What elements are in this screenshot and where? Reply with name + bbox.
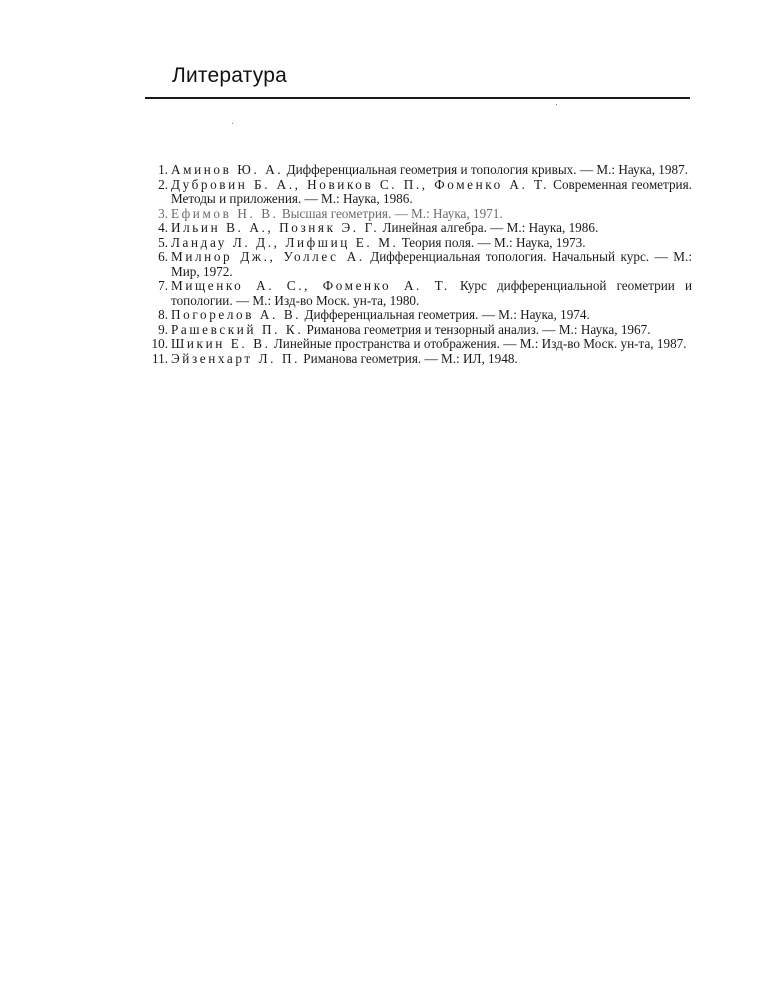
page-title: Литература — [172, 64, 287, 87]
reference-number: 7. — [158, 278, 168, 293]
reference-author: Шикин Е. В. — [171, 336, 271, 351]
reference-item — [140, 207, 692, 222]
reference-body — [171, 250, 692, 279]
reference-body — [171, 221, 692, 236]
reference-item — [140, 178, 692, 207]
reference-number: 1. — [158, 162, 168, 177]
reference-author: Аминов Ю. А. — [171, 162, 284, 177]
reference-item — [140, 279, 692, 308]
reference-author: Дубровин Б. А., Новиков С. П., Фоменко А. Т. — [171, 176, 550, 192]
reference-author: Ефимов Н. В. — [171, 205, 279, 221]
reference-item — [140, 337, 692, 352]
scan-speck — [232, 123, 233, 124]
reference-author: Эйзенхарт Л. П. — [171, 350, 300, 366]
reference-body — [171, 178, 692, 207]
scan-speck — [556, 104, 557, 105]
reference-text: Дифференциальная геометрия. — М.: Наука, 1974. — [301, 307, 590, 322]
reference-item — [140, 163, 692, 178]
reference-item — [140, 221, 692, 236]
reference-author: Погорелов А. В. — [171, 307, 302, 322]
reference-number: 8. — [158, 307, 168, 322]
reference-text: Современная геометрия. Методы и приложения. — М.: Наука, 1986. — [171, 176, 692, 206]
reference-author: Милнор Дж., Уоллес А. — [171, 249, 365, 264]
reference-item — [140, 323, 692, 338]
reference-author: Ландау Л. Д., Лифшиц Е. М. — [171, 234, 399, 250]
reference-item — [140, 308, 692, 323]
reference-text: Линейные пространства и отображения. — М.: Изд-во Моск. ун-та, 1987. — [270, 336, 687, 351]
reference-body — [171, 236, 692, 251]
reference-author: Ильин В. А., Позняк Э. Г. — [171, 220, 380, 235]
reference-number: 10. — [151, 336, 168, 351]
reference-body — [171, 279, 692, 308]
reference-item — [140, 236, 692, 251]
title-rule — [145, 97, 690, 99]
reference-text: Высшая геометрия. — М.: Наука, 1971. — [278, 205, 503, 221]
reference-text: Дифференциальная топология. Начальный курс. — М.: Мир, 1972. — [171, 249, 692, 279]
reference-body — [171, 308, 692, 323]
reference-text: Риманова геометрия. — М.: ИЛ, 1948. — [300, 350, 518, 366]
reference-body — [171, 163, 692, 178]
reference-text: Курс дифференциальной геометрии и топологии. — М.: Изд-во Моск. ун-та, 1980. — [171, 278, 692, 308]
reference-author: Мищенко А. С., Фоменко А. Т. — [171, 278, 450, 293]
reference-item — [140, 250, 692, 279]
reference-text: Риманова геометрия и тензорный анализ. — М.: Наука, 1967. — [303, 321, 651, 337]
reference-body — [171, 337, 692, 352]
reference-body — [171, 207, 692, 222]
reference-number: 5. — [158, 234, 168, 250]
reference-number: 6. — [158, 249, 168, 264]
reference-number: 2. — [158, 176, 168, 192]
reference-text: Теория поля. — М.: Наука, 1973. — [398, 234, 586, 250]
reference-number: 9. — [158, 321, 168, 337]
reference-list — [140, 163, 692, 366]
reference-text: Линейная алгебра. — М.: Наука, 1986. — [379, 220, 599, 235]
reference-number: 4. — [158, 220, 168, 235]
reference-body — [171, 352, 692, 367]
reference-body — [171, 323, 692, 338]
reference-number: 11. — [152, 350, 168, 366]
reference-author: Рашевский П. К. — [171, 321, 304, 337]
reference-number: 3. — [158, 205, 168, 221]
reference-text: Дифференциальная геометрия и топология кривых. — М.: Наука, 1987. — [283, 162, 688, 177]
reference-item — [140, 352, 692, 367]
